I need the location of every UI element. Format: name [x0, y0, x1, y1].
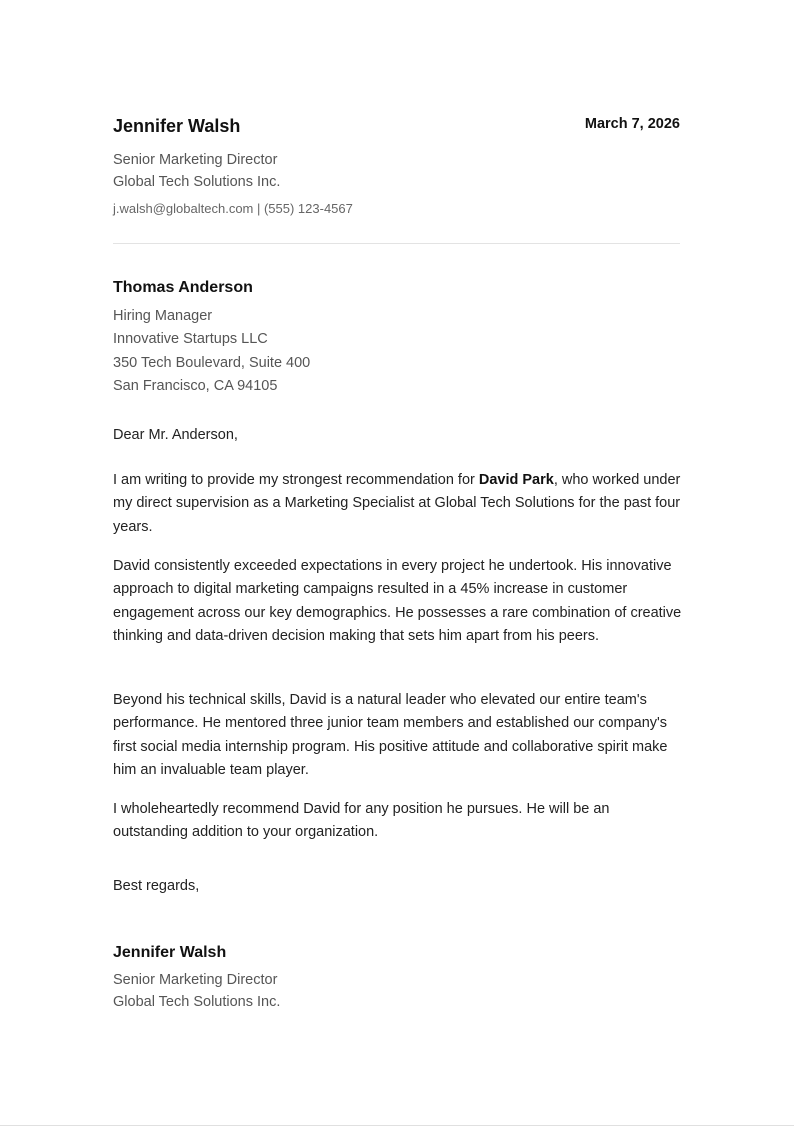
letter-date: March 7, 2026 [584, 116, 680, 132]
signature-title: Senior Marketing Director [113, 972, 278, 988]
page-bottom-edge [0, 1125, 794, 1126]
sender-contact: j.walsh@globaltech.com | (555) 123-4567 [113, 201, 353, 216]
recipient-address-line2: San Francisco, CA 94105 [113, 377, 278, 394]
salutation: Dear Mr. Anderson, [113, 427, 238, 443]
signature-details [113, 969, 280, 1013]
sender-name: Jennifer Walsh [113, 116, 241, 136]
sender-details [113, 149, 280, 193]
paragraph-intro-before: I am writing to provide my strongest recommendation for [113, 472, 479, 488]
signature-name: Jennifer Walsh [113, 944, 227, 961]
recipient-address-line1: 350 Tech Boulevard, Suite 400 [113, 354, 311, 371]
paragraph-leadership: Beyond his technical skills, David is a natural leader who elevated our entire team's performance. He mentored three junior team members and established our company's first social media internship program. His positive attitude and collaborative spirit make him an invaluable team player. [113, 692, 668, 779]
header-divider [113, 243, 680, 244]
signature-company: Global Tech Solutions Inc. [113, 994, 281, 1010]
recipient-company: Innovative Startups LLC [113, 331, 268, 348]
paragraph-intro-after: , who worked under my direct supervision as a Marketing Specialist at Global Tech Solutions for the past four years. [113, 472, 681, 535]
recipient-name: Thomas Anderson [113, 279, 253, 296]
sender-company: Global Tech Solutions Inc. [113, 174, 281, 190]
paragraph-intro [113, 469, 688, 539]
candidate-name: David Park [478, 472, 554, 488]
paragraph-recommendation: I wholeheartedly recommend David for any position he pursues. He will be an outstanding addition to your organization. [113, 801, 610, 841]
closing: Best regards, [113, 878, 200, 894]
paragraph-performance: David consistently exceeded expectations in every project he undertook. His innovative approach to digital marketing campaigns resulted in a 45% increase in customer engagement across our key demographics. He possesses a rare combination of creative thinking and data-driven decision making that sets him apart from his peers. [113, 558, 682, 645]
recipient-address-block [113, 305, 310, 398]
sender-title: Senior Marketing Director [113, 152, 278, 168]
recipient-title: Hiring Manager [113, 308, 213, 324]
